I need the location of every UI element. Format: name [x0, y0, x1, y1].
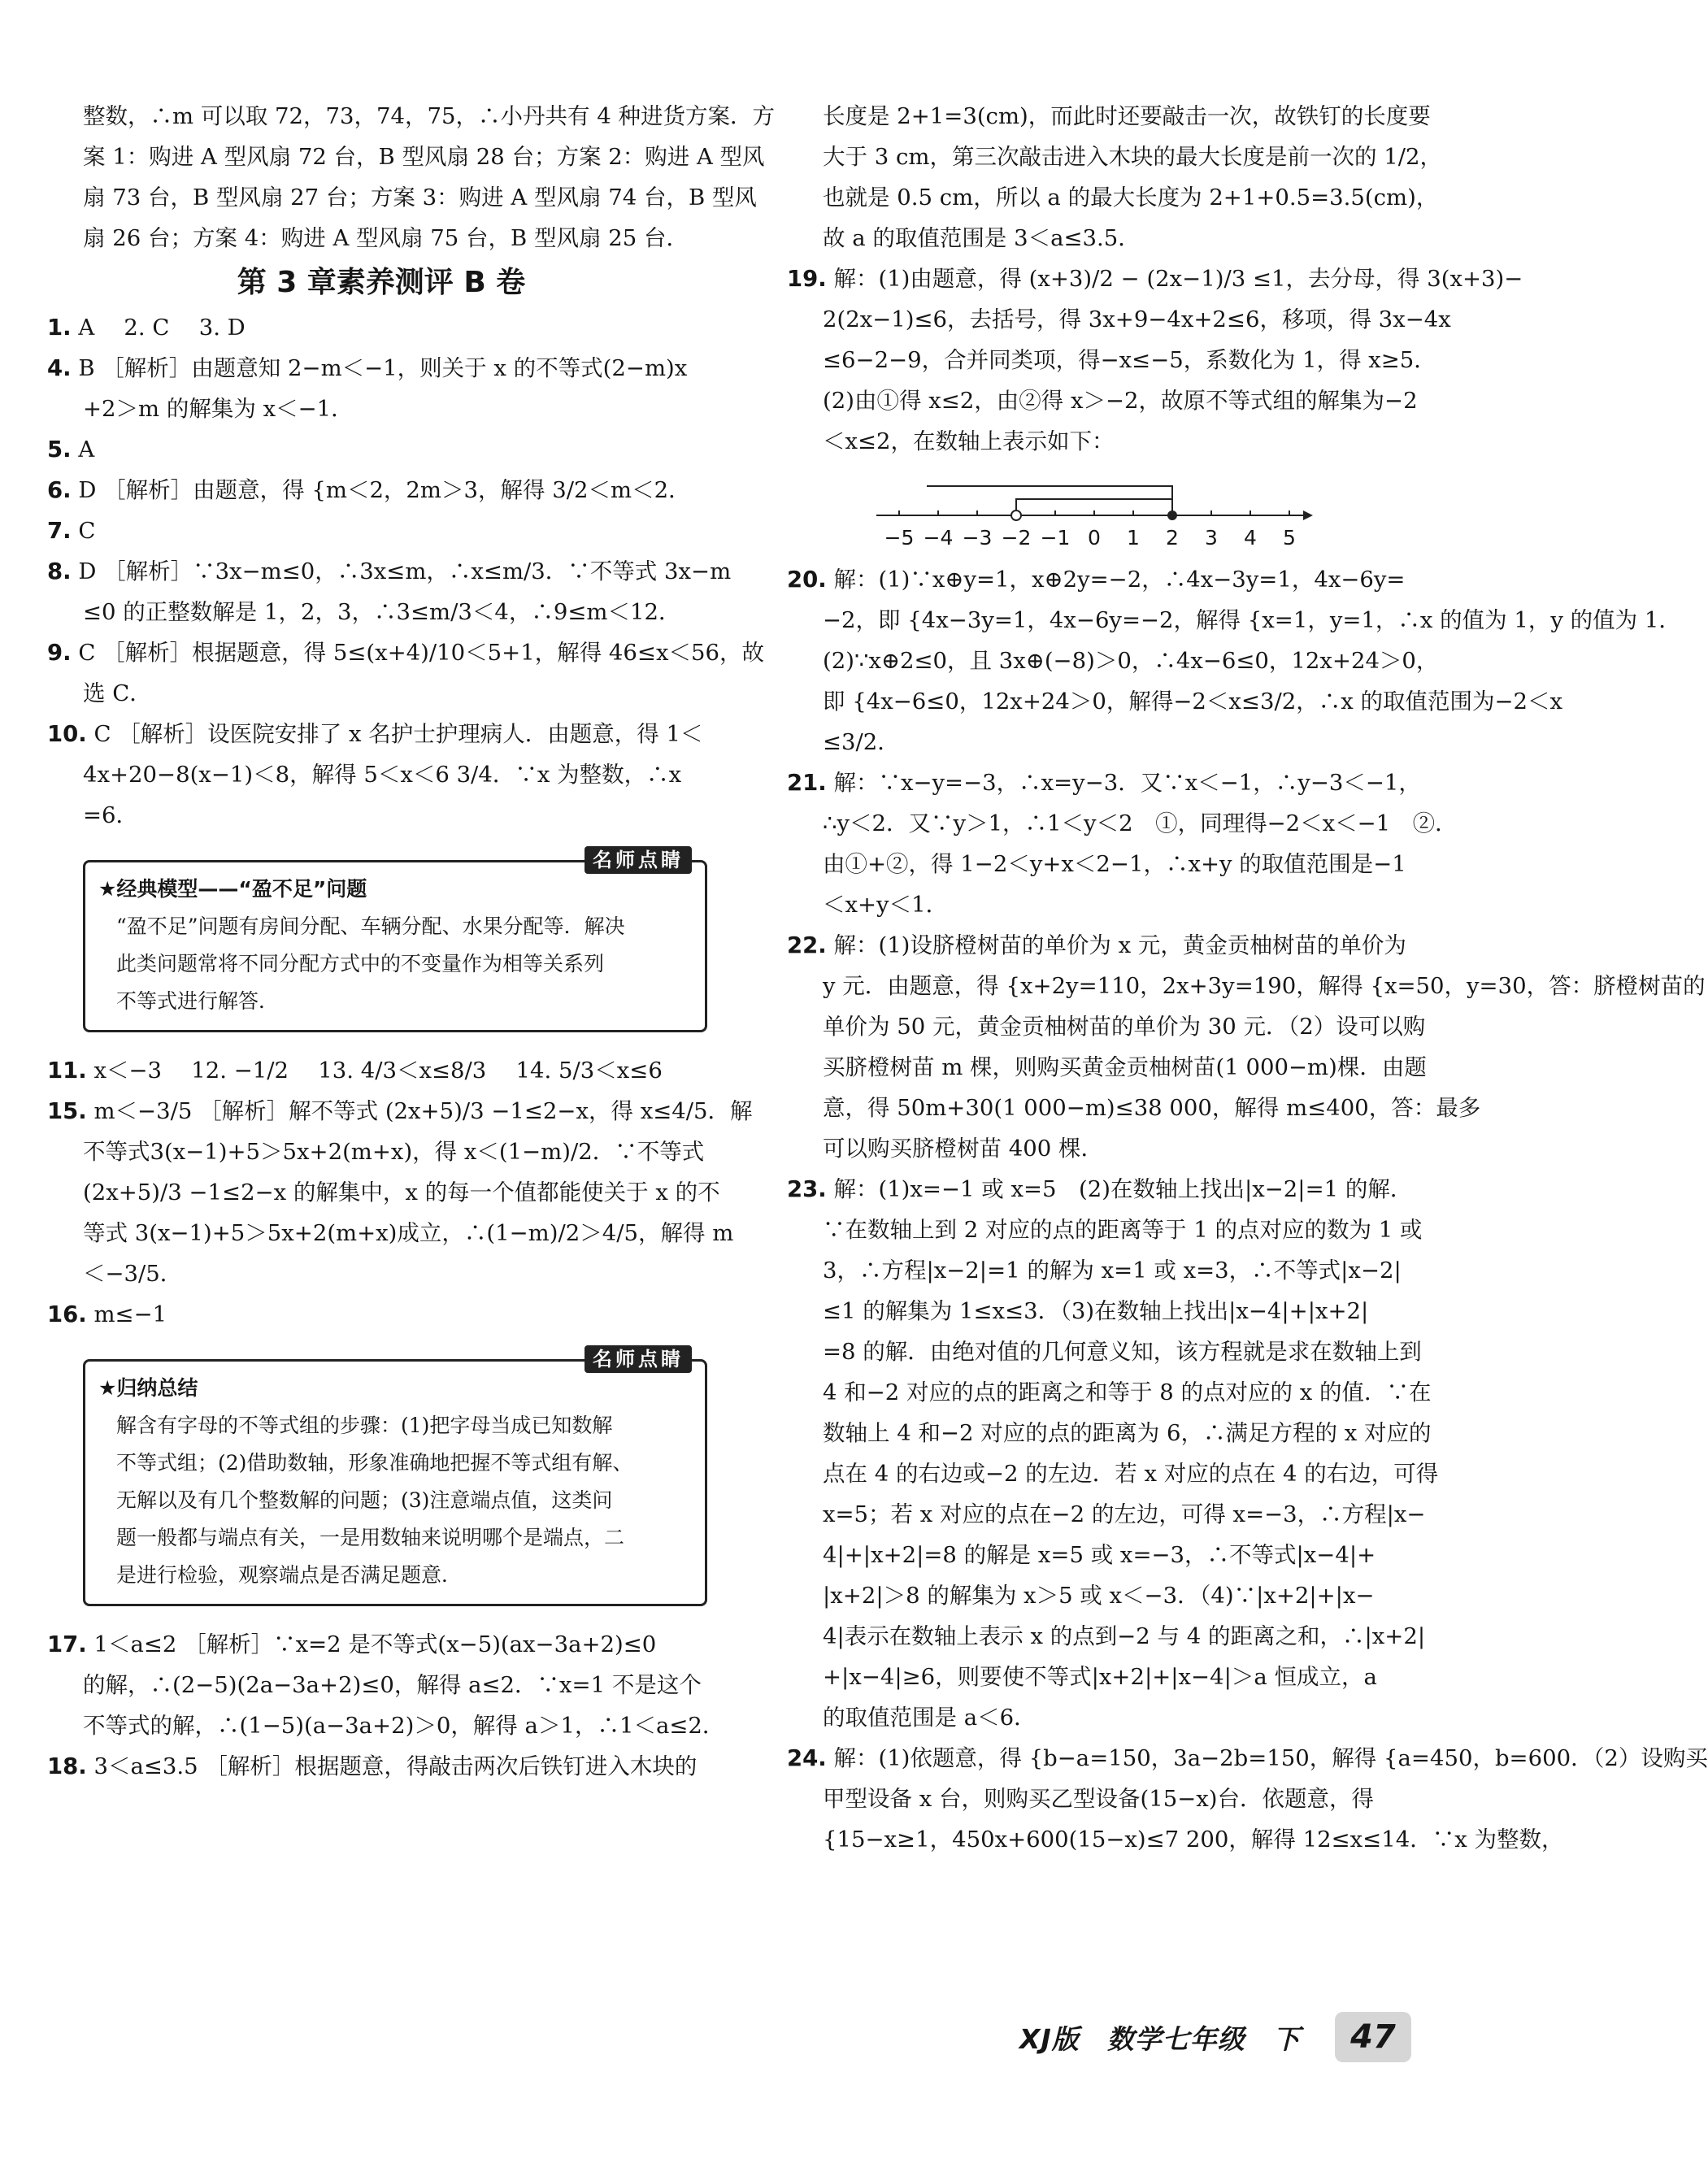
chapter-title: 第 3 章素养测评 B 卷: [237, 266, 526, 299]
answer-item: [47, 1294, 715, 1335]
answer-text: 解：(1)依题意，得 {b−a=150，3a−2b=150，解得 {a=450，b=600．（2）设购买: [826, 1745, 1708, 1771]
page-footer: [1019, 2012, 1426, 2069]
answer-text: A: [71, 437, 95, 463]
axis-tick-label: 5: [1283, 526, 1296, 550]
text-line: 即 {4x−6≤0，12x+24＞0，解得−2＜x≤3/2，∴x 的取值范围为−2＜x: [823, 689, 1562, 715]
question-number: 5.: [47, 437, 72, 463]
text-line: 甲型设备 x 台，则购买乙型设备(15−x)台．依题意，得: [823, 1786, 1374, 1812]
answer-text: x＜−3 12. −1/2 13. 4/3＜x≤8/3 14. 5/3＜x≤6: [86, 1058, 663, 1084]
text-line: 不等式的解，∴(1−5)(a−3a+2)＞0，解得 a＞1，∴1＜a≤2．: [83, 1713, 725, 1739]
page-number: 47: [1335, 2012, 1411, 2062]
text-line: +2＞m 的解集为 x＜−1．: [83, 396, 354, 422]
answer-item: [47, 470, 715, 510]
answer-text: 解：(1)∵x⊕y=1，x⊕2y=−2，∴4x−3y=1，4x−6y=: [826, 567, 1406, 593]
number-line-svg: [876, 462, 1315, 555]
answer-text: 3＜a≤3.5 ［解析］根据题意，得敲击两次后铁钉进入木块的: [86, 1753, 698, 1779]
axis-tick-label: 1: [1127, 526, 1140, 550]
question-number: 9.: [47, 640, 72, 666]
text-line: ≤1 的解集为 1≤x≤3．（3)在数轴上找出|x−4|+|x+2|: [823, 1298, 1369, 1324]
tip-line: 不等式组；(2)借助数轴，形象准确地把握不等式组有解、: [116, 1451, 633, 1475]
text-line: 长度是 2+1=3(cm)，而此时还要敲击一次，故铁钉的长度要: [823, 103, 1431, 129]
answer-item: [47, 1050, 715, 1091]
text-line: ≤3/2．: [823, 729, 900, 755]
number-line: [787, 462, 1423, 559]
text-line: {15−x≥1，450x+600(15−x)≤7 200，解得 12≤x≤14．∵x 为整数，: [823, 1827, 1564, 1853]
text-line: ＜x+y＜1．: [823, 892, 949, 918]
open-endpoint: [1011, 510, 1021, 520]
question-number: 15.: [47, 1098, 87, 1124]
question-number: 23.: [787, 1176, 827, 1202]
text-line: 买脐橙树苗 m 棵，则购买黄金贡柚树苗(1 000−m)棵．由题: [823, 1054, 1427, 1080]
answer-item: [787, 1169, 1423, 1210]
text-line: 4x+20−8(x−1)＜8，解得 5＜x＜6 3/4．∵x 为整数，∴x: [83, 762, 682, 788]
tip-box: [83, 849, 707, 1032]
question-number: 4.: [47, 355, 72, 381]
answer-text: C ［解析］设医院安排了 x 名护士护理病人．由题意，得 1＜: [86, 721, 703, 747]
answer-text: D ［解析］∵3x−m≤0，∴3x≤m，∴x≤m/3．∵不等式 3x−m: [71, 558, 732, 584]
answer-item: [787, 258, 1523, 299]
answer-text: B ［解析］由题意知 2−m＜−1，则关于 x 的不等式(2−m)x: [71, 355, 688, 381]
text-line: +|x−4|≥6，则要使不等式|x+2|+|x−4|＞a 恒成立，a: [823, 1664, 1377, 1690]
axis-tick-label: −1: [1040, 526, 1071, 550]
text-line: ≤0 的正整数解是 1，2，3，∴3≤m/3＜4，∴9≤m＜12．: [83, 599, 681, 625]
text-line: =8 的解．由绝对值的几何意义知，该方程就是求在数轴上到: [823, 1339, 1422, 1365]
text-line: |x+2|＞8 的解集为 x＞5 或 x＜−3．（4)∵|x+2|+|x−: [823, 1583, 1375, 1609]
axis-tick-label: −5: [884, 526, 915, 550]
question-number: 19.: [787, 266, 827, 292]
text-line: ∴y＜2．又∵y＞1，∴1＜y＜2 ①，同理得−2＜x＜−1 ②．: [823, 810, 1458, 836]
answer-text: 解：(1)设脐橙树苗的单价为 x 元，黄金贡柚树苗的单价为: [826, 932, 1406, 958]
text-line: 意，得 50m+30(1 000−m)≤38 000，解得 m≤400，答：最多: [823, 1095, 1481, 1121]
answer-text: m＜−3/5 ［解析］解不等式 (2x+5)/3 −1≤2−x，得 x≤4/5．解: [86, 1098, 753, 1124]
answer-text: A 2. C 3. D: [71, 315, 246, 341]
answer-item: [47, 551, 732, 592]
answer-item: [787, 925, 1423, 966]
tip-line: 无解以及有几个整数解的问题；(3)注意端点值，这类问: [116, 1488, 613, 1512]
text-line: 4|表示在数轴上表示 x 的点到−2 与 4 的距离之和，∴|x+2|: [823, 1623, 1426, 1649]
tip-line: 此类问题常将不同分配方式中的不变量作为相等关系列: [116, 952, 605, 975]
edition-label: XJ版 数学七年级 下: [1019, 2023, 1301, 2055]
question-number: 16.: [47, 1301, 87, 1327]
text-line: 3，∴方程|x−2|=1 的解为 x=1 或 x=3，∴不等式|x−2|: [823, 1258, 1402, 1284]
answer-item: [47, 348, 715, 389]
answer-item: [47, 714, 715, 754]
text-line: 扇 73 台，B 型风扇 27 台；方案 3：购进 A 型风扇 74 台，B 型风: [83, 185, 757, 211]
answer-text: 解：∵x−y=−3，∴x=y−3．又∵x＜−1，∴y−3＜−1，: [826, 770, 1421, 796]
closed-endpoint: [1167, 510, 1177, 520]
answer-item: [47, 307, 715, 348]
answer-item: [47, 632, 764, 673]
answer-text: 解：(1)由题意，得 (x+3)/2 − (2x−1)/3 ≤1，去分母，得 3(x+3)−: [826, 266, 1523, 292]
axis-tick-label: −4: [923, 526, 954, 550]
text-line: 4 和−2 对应的点的距离之和等于 8 的点对应的 x 的值．∵在: [823, 1379, 1432, 1405]
answer-item: [47, 1091, 753, 1132]
text-line: 单价为 50 元，黄金贡柚树苗的单价为 30 元．（2）设可以购: [823, 1014, 1426, 1040]
text-line: 4|+|x+2|=8 的解是 x=5 或 x=−3，∴不等式|x−4|+: [823, 1542, 1376, 1568]
tip-line: 是进行检验，观察端点是否满足题意．: [116, 1563, 463, 1587]
text-line: (2x+5)/3 −1≤2−x 的解集中，x 的每一个值都能使关于 x 的不: [83, 1179, 720, 1205]
axis-tick-label: −3: [962, 526, 993, 550]
answer-item: [47, 429, 715, 470]
tip-line: “盈不足”问题有房间分配、车辆分配、水果分配等．解决: [116, 914, 625, 938]
text-line: 点在 4 的右边或−2 的左边．若 x 对应的点在 4 的右边，可得: [823, 1461, 1439, 1487]
question-number: 11.: [47, 1058, 87, 1084]
text-line: y 元．由题意，得 {x+2y=110，2x+3y=190，解得 {x=50，y=30，答：脐橙树苗的: [823, 973, 1706, 999]
question-number: 22.: [787, 932, 827, 958]
text-line: 故 a 的取值范围是 3＜a≤3.5．: [823, 225, 1141, 251]
right-column: [787, 96, 1708, 1860]
tip-line: 不等式进行解答．: [116, 989, 280, 1013]
text-line: 也就是 0.5 cm，所以 a 的最大长度为 2+1+0.5=3.5(cm)，: [823, 185, 1439, 211]
answer-text: 解：(1)x=−1 或 x=5 (2)在数轴上找出|x−2|=1 的解．: [826, 1176, 1413, 1202]
question-number: 17.: [47, 1631, 87, 1657]
answer-text: D ［解析］由题意，得 {m＜2，2m＞3，解得 3/2＜m＜2．: [71, 477, 691, 503]
solution-segment: [1016, 499, 1172, 510]
answer-item: [47, 510, 715, 551]
question-number: 24.: [787, 1745, 827, 1771]
text-line: ∵在数轴上到 2 对应的点的距离等于 1 的点对应的数为 1 或: [823, 1217, 1423, 1243]
tip-title: ★归纳总结: [98, 1376, 198, 1400]
tip-box: [83, 1348, 707, 1606]
axis-tick-label: 0: [1088, 526, 1101, 550]
tip-badge: 名师点睛: [585, 846, 692, 874]
tip-line: 题一般都与端点有关，一是用数轴来说明哪个是端点，二: [116, 1526, 625, 1549]
text-line: (2)∵x⊕2≤0，且 3x⊕(−8)＞0，∴4x−6≤0，12x+24＞0，: [823, 648, 1439, 674]
answer-text: m≤−1: [86, 1301, 167, 1327]
text-line: =6．: [83, 802, 139, 828]
answer-text: C: [71, 518, 96, 544]
question-number: 1.: [47, 315, 72, 341]
text-line: ≤6−2−9，合并同类项，得−x≤−5，系数化为 1，得 x≥5．: [823, 347, 1436, 373]
axis-tick-label: −2: [1001, 526, 1032, 550]
answer-item: [787, 1738, 1708, 1779]
text-line: 的解，∴(2−5)(2a−3a+2)≤0，解得 a≤2．∵x=1 不是这个: [83, 1672, 702, 1698]
text-line: ＜x≤2，在数轴上表示如下：: [823, 428, 1115, 454]
text-line: 等式 3(x−1)+5＞5x+2(m+x)成立，∴(1−m)/2＞4/5，解得 m: [83, 1220, 734, 1246]
question-number: 20.: [787, 567, 827, 593]
text-line: ＜−3/5．: [83, 1261, 183, 1287]
answer-text: 1＜a≤2 ［解析］∵x=2 是不等式(x−5)(ax−3a+2)≤0: [86, 1631, 657, 1657]
tip-badge: 名师点睛: [585, 1345, 692, 1373]
left-column: [47, 96, 776, 1787]
text-line: 大于 3 cm，第三次敲击进入木块的最大长度是前一次的 1/2，: [823, 144, 1442, 170]
axis-tick-label: 4: [1244, 526, 1257, 550]
answer-text: C ［解析］根据题意，得 5≤(x+4)/10＜5+1，解得 46≤x＜56，故: [71, 640, 764, 666]
tip-line: 解含有字母的不等式组的步骤：(1)把字母当成已知数解: [116, 1414, 613, 1437]
axis-arrow: [1303, 510, 1313, 520]
question-number: 7.: [47, 518, 72, 544]
question-number: 6.: [47, 477, 72, 503]
text-line: 的取值范围是 a＜6．: [823, 1705, 1037, 1731]
text-line: (2)由①得 x≤2，由②得 x＞−2，故原不等式组的解集为−2: [823, 388, 1418, 414]
text-line: 扇 26 台；方案 4：购进 A 型风扇 75 台，B 型风扇 25 台．: [83, 225, 689, 251]
answer-item: [787, 559, 1423, 600]
question-number: 10.: [47, 721, 87, 747]
text-line: −2，即 {4x−3y=1，4x−6y=−2，解得 {x=1，y=1，∴x 的值为 1，y 的值为 1．: [823, 607, 1681, 633]
text-line: 2(2x−1)≤6，去括号，得 3x+9−4x+2≤6，移项，得 3x−4x: [823, 306, 1451, 332]
tip-title: ★经典模型——“盈不足”问题: [98, 877, 367, 901]
question-number: 21.: [787, 770, 827, 796]
text-line: 数轴上 4 和−2 对应的点的距离为 6，∴满足方程的 x 对应的: [823, 1420, 1432, 1446]
answer-item: [47, 1624, 715, 1665]
question-number: 18.: [47, 1753, 87, 1779]
text-line: 案 1：购进 A 型风扇 72 台，B 型风扇 28 台；方案 2：购进 A 型风: [83, 144, 765, 170]
text-line: 可以购买脐橙树苗 400 棵．: [823, 1136, 1103, 1162]
axis-tick-label: 2: [1166, 526, 1179, 550]
axis-tick-label: 3: [1205, 526, 1218, 550]
answer-item: [47, 1746, 715, 1787]
question-number: 8.: [47, 558, 72, 584]
answer-item: [787, 762, 1423, 803]
text-line: 整数，∴m 可以取 72，73，74，75，∴小丹共有 4 种进货方案．方: [83, 103, 776, 129]
text-line: x=5；若 x 对应的点在−2 的左边，可得 x=−3，∴方程|x−: [823, 1501, 1426, 1527]
text-line: 不等式3(x−1)+5＞5x+2(m+x)，得 x＜(1−m)/2．∵不等式: [83, 1139, 705, 1165]
text-line: 由①+②，得 1−2＜y+x＜2−1，∴x+y 的取值范围是−1: [823, 851, 1406, 877]
text-line: 选 C．: [83, 680, 152, 706]
